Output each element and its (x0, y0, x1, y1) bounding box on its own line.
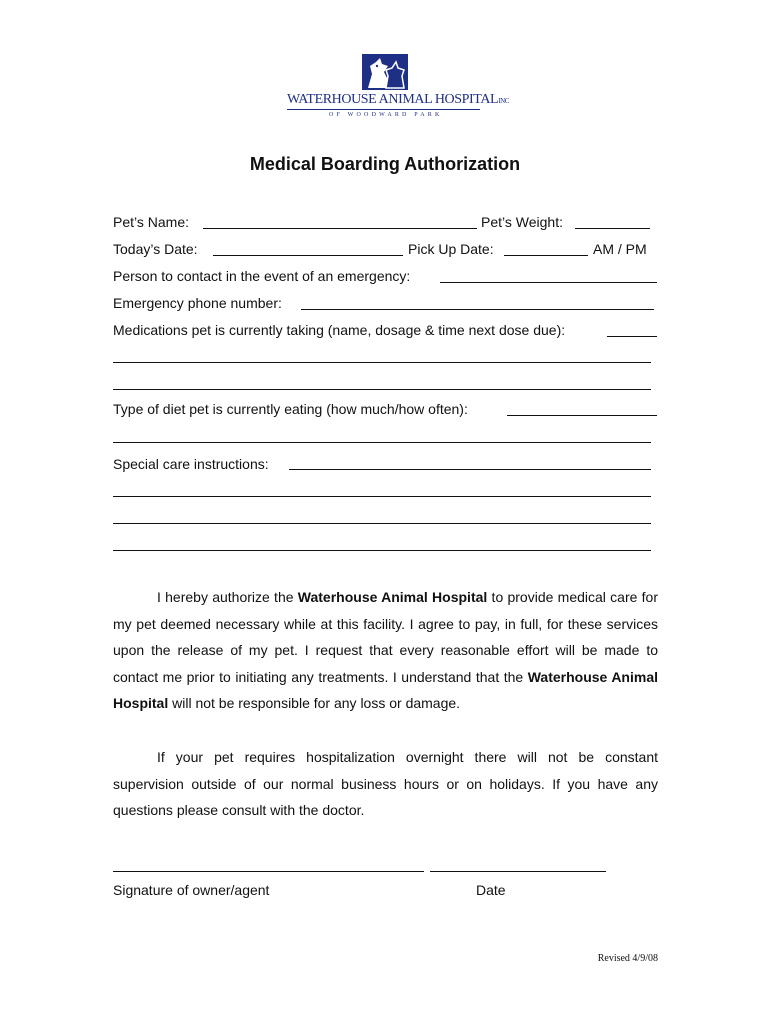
todays-date-field[interactable] (213, 255, 403, 256)
pick-up-date-field[interactable] (504, 255, 588, 256)
special-care-line-3[interactable] (113, 523, 651, 524)
emergency-contact-field[interactable] (440, 282, 657, 283)
special-care-line-4[interactable] (113, 550, 651, 551)
medications-line-3[interactable] (113, 389, 651, 390)
owner-signature-field[interactable] (113, 871, 424, 872)
emergency-contact-label: Person to contact in the event of an emergency: (113, 268, 411, 284)
logo-underline (287, 109, 480, 110)
todays-date-label: Today’s Date: (113, 241, 198, 257)
pet-name-label: Pet’s Name: (113, 214, 189, 230)
dog-cat-logo-icon (362, 54, 408, 90)
revision-note: Revised 4/9/08 (597, 953, 658, 964)
owner-signature-label: Signature of owner/agent (113, 882, 270, 898)
authorization-paragraph: I hereby authorize the Waterhouse Animal Hospital to provide medical care for my pet deemed necessary while at this facility. I agree to pay, in full, for these services upon the release of my pet. I request that every reasonable effort will be made to contact me prior to initiating any treatments. I understand that the Waterhouse Animal Hospital will not be responsible for any loss or damage. (113, 589, 658, 712)
pick-up-date-label: Pick Up Date: (408, 241, 494, 257)
emergency-phone-label: Emergency phone number: (113, 295, 282, 311)
medications-line-2[interactable] (113, 362, 651, 363)
page-title: Medical Boarding Authorization (249, 154, 521, 174)
diet-line-2[interactable] (113, 442, 651, 443)
medications-label: Medications pet is currently taking (name, dosage & time next dose due): (113, 322, 566, 338)
hospitalization-paragraph: If your pet requires hospitalization overnight there will not be constant supervision outside of our normal business hours or on holidays. If you have any questions please consult with the doctor. (113, 749, 658, 819)
signature-date-label: Date (476, 882, 506, 898)
signature-date-field[interactable] (430, 871, 606, 872)
pet-weight-label: Pet’s Weight: (481, 214, 563, 230)
special-care-line-2[interactable] (113, 496, 651, 497)
pet-weight-field[interactable] (575, 228, 650, 229)
emergency-phone-field[interactable] (301, 309, 654, 310)
medications-field[interactable] (607, 336, 657, 337)
diet-label: Type of diet pet is currently eating (how much/how often): (113, 401, 468, 417)
special-care-field[interactable] (289, 469, 651, 470)
diet-field[interactable] (507, 415, 657, 416)
hospital-logo (287, 54, 510, 124)
logo-tagline: OF WOODWARD PARK (329, 112, 443, 118)
pet-name-field[interactable] (203, 228, 477, 229)
am-pm-label: AM / PM (593, 241, 647, 257)
special-care-label: Special care instructions: (113, 456, 269, 472)
hospital-name: WATERHOUSE ANIMAL HOSPITALINC (287, 92, 510, 107)
